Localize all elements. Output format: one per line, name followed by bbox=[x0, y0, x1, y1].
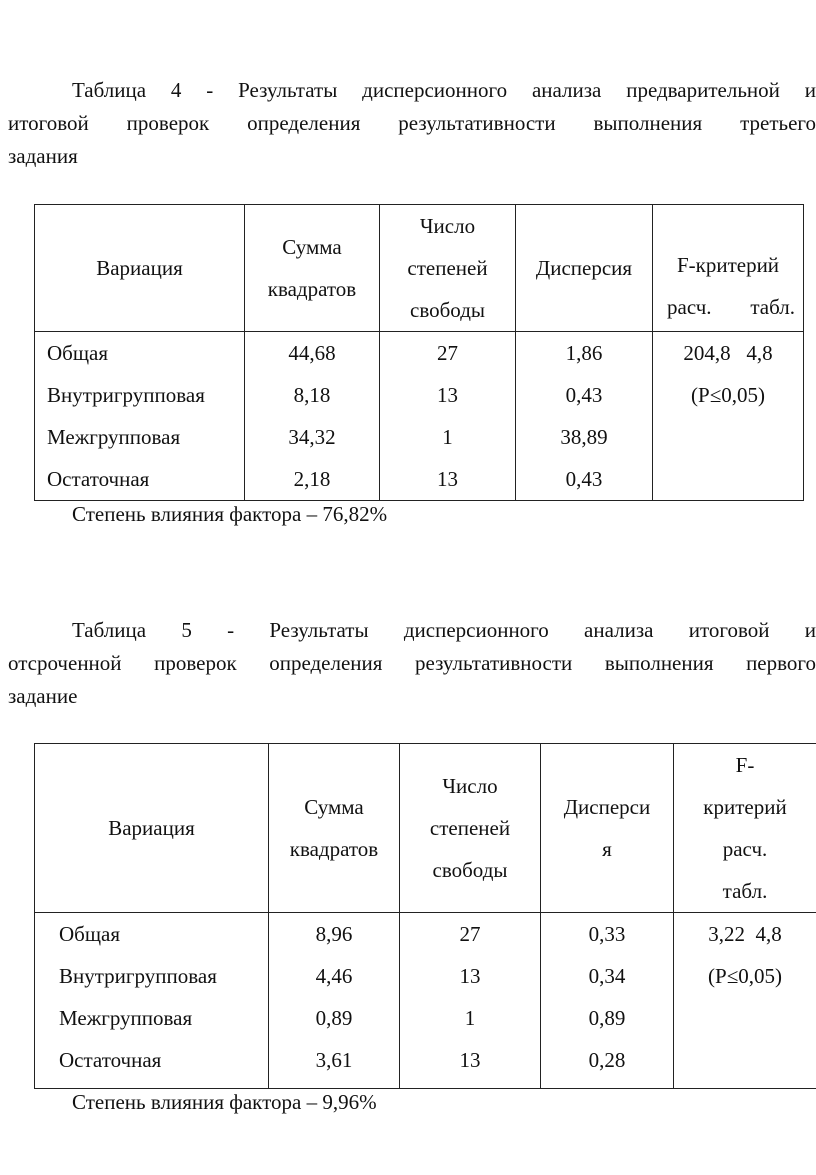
table4-p-value: (Р≤0,05) bbox=[691, 383, 765, 407]
table4-factor-influence: Степень влияния фактора – 76,82% bbox=[72, 502, 388, 526]
table4 bbox=[34, 204, 804, 501]
table4-variation-column bbox=[35, 332, 245, 501]
table4-header-variation: Вариация bbox=[35, 205, 245, 332]
table4-header-f-criterion: F-критерий расч. табл. bbox=[653, 205, 804, 332]
table5 bbox=[34, 743, 816, 1089]
table5-row-label: Межгрупповая bbox=[59, 1006, 193, 1030]
table5-header-row bbox=[35, 744, 816, 913]
table5-row-label: Остаточная bbox=[59, 1048, 162, 1072]
table4-caption-line-3: задания bbox=[8, 144, 78, 168]
table4-caption bbox=[8, 74, 816, 173]
table4-disp-column: 1,86 0,43 38,89 0,43 bbox=[516, 332, 653, 501]
table5-caption-line-2: отсроченной проверок определения результативности выполнения первого bbox=[8, 651, 816, 675]
table4-header-row bbox=[35, 205, 804, 332]
table4-row-label: Внутригрупповая bbox=[47, 383, 205, 407]
table5-f-calc: 3,22 bbox=[708, 922, 745, 946]
table4-ss-column: 44,68 8,18 34,32 2,18 bbox=[245, 332, 380, 501]
table4-f-table: 4,8 bbox=[746, 341, 773, 365]
table5-caption-line-3: задание bbox=[8, 684, 78, 708]
table4-caption-line-2: итоговой проверок определения результативности выполнения третьего bbox=[8, 111, 816, 135]
table5-f-column bbox=[674, 913, 816, 1089]
table4-row-label: Общая bbox=[47, 341, 109, 365]
table4-df-column: 27 13 1 13 bbox=[380, 332, 516, 501]
table5-header-f-criterion: F- критерий расч. табл. bbox=[674, 744, 816, 913]
table5-header-dispersion: Дисперси я bbox=[541, 744, 674, 913]
table4-body-row bbox=[35, 332, 804, 501]
table5-caption-line-1: Таблица 5 - Результаты дисперсионного анализа итоговой и bbox=[72, 618, 816, 642]
table5-body-row bbox=[35, 913, 816, 1089]
table4-f-calc: 204,8 bbox=[683, 341, 731, 365]
table5-row-label: Внутригрупповая bbox=[59, 964, 217, 988]
table4-header-sum-squares: Сумма квадратов bbox=[245, 205, 380, 332]
table4-header-dispersion: Дисперсия bbox=[516, 205, 653, 332]
table4-row-label: Межгрупповая bbox=[47, 425, 181, 449]
table4-f-column bbox=[653, 332, 804, 501]
table5-factor-influence: Степень влияния фактора – 9,96% bbox=[72, 1090, 377, 1114]
table5-row-label: Общая bbox=[59, 922, 121, 946]
table5-df-column: 27 13 1 13 bbox=[400, 913, 541, 1089]
table4-caption-line-1: Таблица 4 - Результаты дисперсионного анализа предварительной и bbox=[72, 78, 816, 102]
table5-ss-column: 8,96 4,46 0,89 3,61 bbox=[269, 913, 400, 1089]
table5-header-variation: Вариация bbox=[35, 744, 269, 913]
table4-row-label: Остаточная bbox=[47, 467, 150, 491]
table5-header-sum-squares: Сумма квадратов bbox=[269, 744, 400, 913]
table5-p-value: (Р≤0,05) bbox=[708, 964, 782, 988]
table5-variation-column bbox=[35, 913, 269, 1089]
table5-f-table: 4,8 bbox=[755, 922, 782, 946]
table5-caption bbox=[8, 614, 816, 713]
table5-disp-column: 0,33 0,34 0,89 0,28 bbox=[541, 913, 674, 1089]
table5-header-dof: Число степеней свободы bbox=[400, 744, 541, 913]
table4-header-dof: Число степеней свободы bbox=[380, 205, 516, 332]
